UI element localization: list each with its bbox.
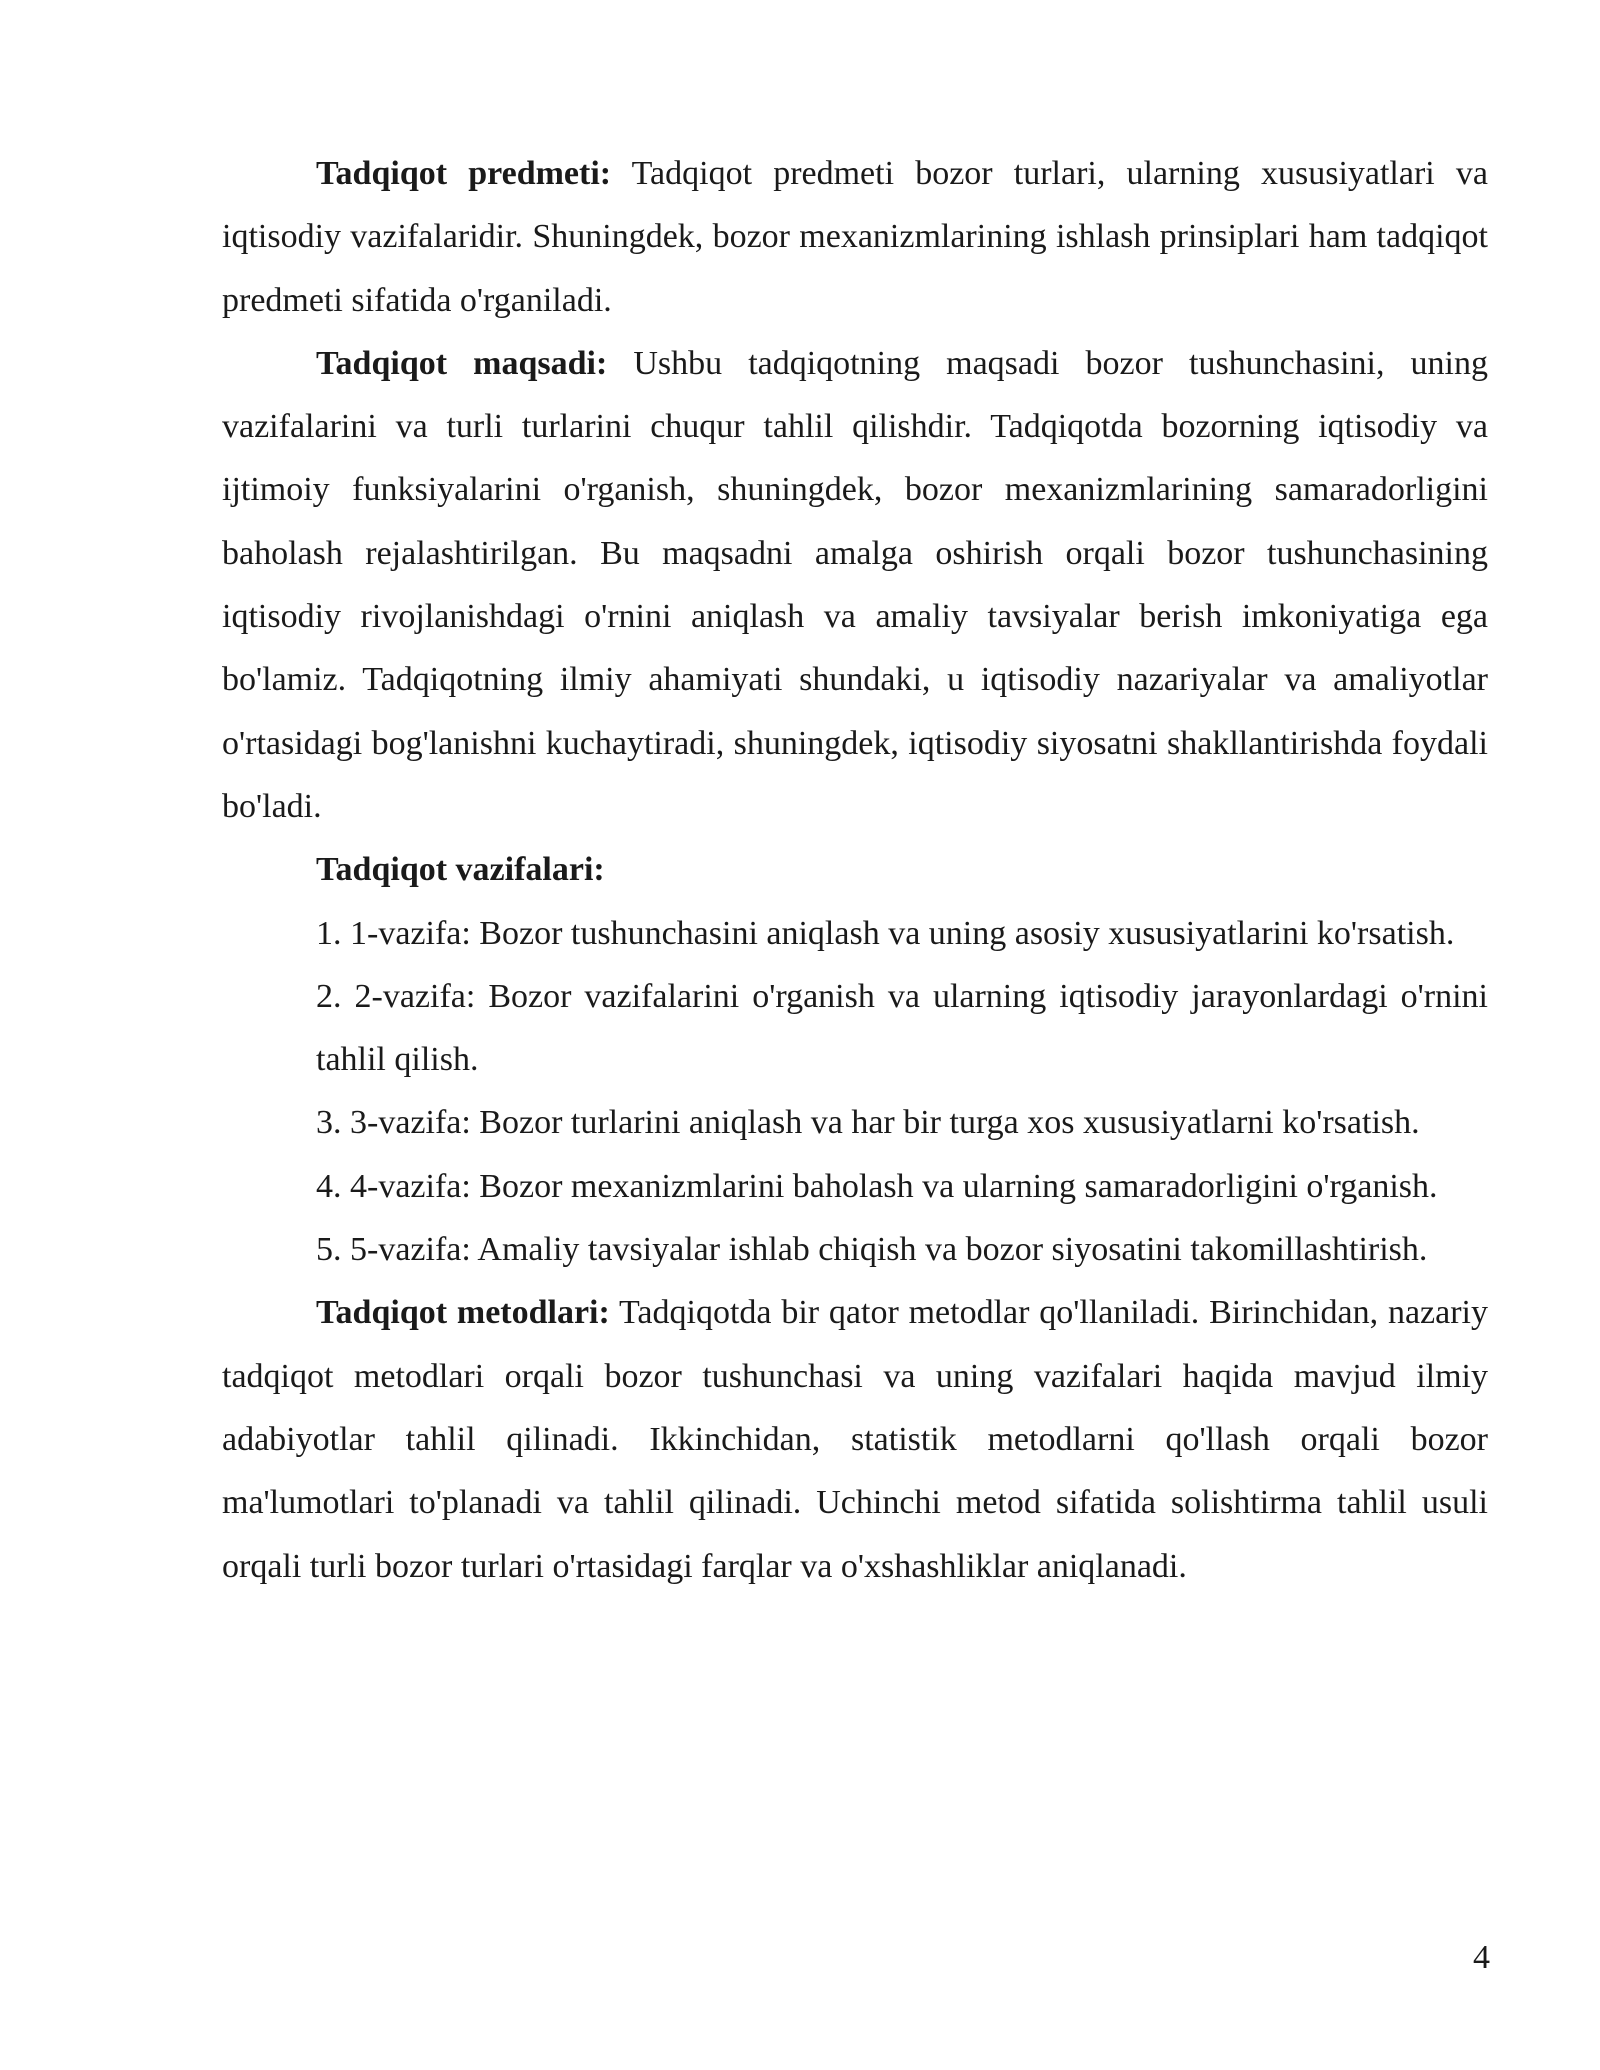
heading-tadqiqot-metodlari: Tadqiqot metodlari: bbox=[316, 1294, 610, 1332]
list-item-vazifa-4: 4. 4-vazifa: Bozor mexanizmlarini baholash va ularning samaradorligini o'rganish. bbox=[316, 1167, 1438, 1205]
text-tadqiqot-metodlari: Tadqiqotda bir qator metodlar qo'llaniladi. Birinchidan, nazariy tadqiqot metodlari orqali bozor tushunchasi va uning vazifalari haqida mavjud ilmiy adabiyotlar tahlil qilinadi. Ikkinchidan, statistik metodlarni qo'llash orqali bozor ma'lumotlari to'planadi va tahlil qilinadi. Uchinchi metod sifatida solishtirma tahlil usuli orqali turli bozor turlari o'rtasidagi farqlar va o'xshashliklar aniqlanadi. bbox=[222, 1294, 1488, 1585]
heading-tadqiqot-vazifalari: Tadqiqot vazifalari: bbox=[316, 851, 605, 889]
heading-tadqiqot-predmeti: Tadqiqot predmeti: bbox=[316, 155, 612, 192]
heading-tadqiqot-maqsadi: Tadqiqot maqsadi: bbox=[316, 344, 608, 382]
text-tadqiqot-maqsadi: Ushbu tadqiqotning maqsadi bozor tushunchasini, uning vazifalarini va turli turlarini chuqur tahlil qilishdir. Tadqiqotda bozorning iqtisodiy va ijtimoiy funksiyalarini o'rganish, shuningdek, bozor mexanizmlarining samaradorligini baholash rejalashtirilgan. Bu maqsadni amalga oshirish orqali bozor tushunchasining iqtisodiy rivojlanishdagi o'rnini aniqlash va amaliy tavsiyalar berish imkoniyatiga ega bo'lamiz. Tadqiqotning ilmiy ahamiyati shundaki, u iqtisodiy nazariyalar va amaliyotlar o'rtasidagi bog'lanishni kuchaytiradi, shuningdek, iqtisodiy siyosatni shakllantirishda foydali bo'ladi. bbox=[222, 344, 1488, 825]
list-item-vazifa-2: 2. 2-vazifa: Bozor vazifalarini o'rganish va ularning iqtisodiy jarayonlardagi o'rnini tahlil qilish. bbox=[316, 977, 1488, 1079]
paragraph-tadqiqot-maqsadi bbox=[222, 332, 1488, 838]
text-tadqiqot-predmeti: Tadqiqot predmeti bozor turlari, ularning xususiyatlari va iqtisodiy vazifalaridir. Shuningdek, bozor mexanizmlarining ishlash prinsiplari ham tadqiqot predmeti sifatida o'rganiladi. bbox=[222, 155, 1488, 319]
list-item-vazifa-1: 1. 1-vazifa: Bozor tushunchasini aniqlash va uning asosiy xususiyatlarini ko'rsatish. bbox=[316, 914, 1455, 952]
list-item-vazifa-5: 5. 5-vazifa: Amaliy tavsiyalar ishlab chiqish va bozor siyosatini takomillashtirish. bbox=[316, 1231, 1428, 1269]
paragraph-tadqiqot-vazifalari bbox=[222, 838, 1488, 901]
paragraph-tadqiqot-predmeti bbox=[222, 142, 1488, 332]
page-number: 4 bbox=[1473, 1939, 1490, 1976]
paragraph-tadqiqot-metodlari bbox=[222, 1281, 1488, 1597]
list-item-vazifa-3: 3. 3-vazifa: Bozor turlarini aniqlash va har bir turga xos xususiyatlarni ko'rsatish. bbox=[316, 1104, 1420, 1142]
document-page bbox=[222, 142, 1488, 1598]
